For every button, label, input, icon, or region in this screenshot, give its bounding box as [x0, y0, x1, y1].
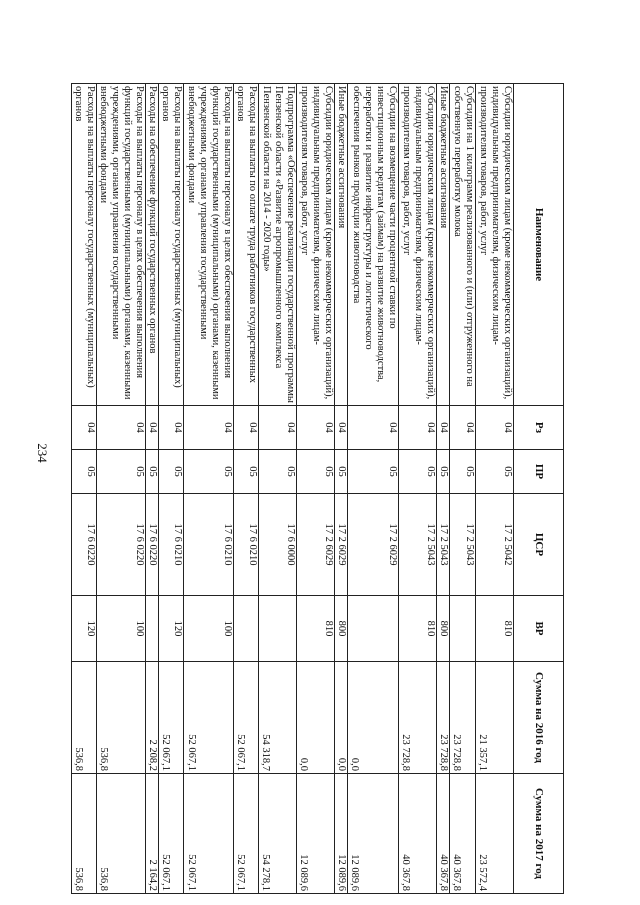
row-name-cell: Подпрограмма «Обеспечение реализации государственной программы Пензенской области «Развитие агропромышленного комплекса Пензенской области на 2014 - 2020 годы»: [258, 84, 296, 406]
table-row: [71, 84, 96, 894]
budget-table: [71, 83, 564, 894]
row-pr-cell: 05: [159, 450, 184, 494]
table-row: [436, 84, 449, 894]
row-sum-2016-cell: 23 728,8: [450, 662, 476, 774]
header-rz: Рз: [514, 406, 564, 450]
row-name-cell: Расходы на выплаты персоналу государственных (муниципальных) органов: [159, 84, 184, 406]
page-number: 234: [35, 442, 50, 463]
row-csr-cell: 17 6 0220: [146, 494, 159, 596]
row-sum-2017-cell: 40 367,8: [398, 774, 436, 894]
row-pr-cell: 05: [476, 450, 514, 494]
row-vr-cell: [146, 596, 159, 662]
row-vr-cell: 100: [97, 596, 146, 662]
row-pr-cell: 05: [258, 450, 296, 494]
row-sum-2016-cell: 2 208,2: [146, 662, 159, 774]
row-name-cell: Субсидии на возмещение части процентной ставки по инвестиционным кредитам (займам) на развитие животноводства, переработки и развитие инфраструктуры и логистического обеспечения рынков продукции животноводства: [347, 84, 398, 406]
row-sum-2016-cell: 536,8: [71, 662, 96, 774]
row-name-cell: Расходы на выплаты персоналу в целях обеспечения выполнения функций государственными (муниципальными) органами, казенными учреждениями, органами управления государственными внебюджетными фондами: [97, 84, 146, 406]
row-sum-2017-cell: 12 089,6: [296, 774, 334, 894]
row-rz-cell: 04: [97, 406, 146, 450]
row-pr-cell: 05: [398, 450, 436, 494]
row-csr-cell: 17 2 5043: [436, 494, 449, 596]
table-row: [296, 84, 334, 894]
row-sum-2016-cell: 23 728,8: [398, 662, 436, 774]
row-sum-2016-cell: 52 067,1: [184, 662, 233, 774]
table-row: [476, 84, 514, 894]
row-sum-2016-cell: 536,8: [97, 662, 146, 774]
row-name-cell: Иные бюджетные ассигнования: [436, 84, 449, 406]
row-rz-cell: 04: [296, 406, 334, 450]
row-rz-cell: 04: [334, 406, 347, 450]
header-sum-2016: Сумма на 2016 год: [514, 662, 564, 774]
row-sum-2017-cell: 2 164,2: [146, 774, 159, 894]
table-row: [159, 84, 184, 894]
row-csr-cell: 17 2 6029: [334, 494, 347, 596]
row-vr-cell: 120: [159, 596, 184, 662]
row-sum-2017-cell: 52 067,1: [184, 774, 233, 894]
table-row: [258, 84, 296, 894]
row-csr-cell: 17 2 5042: [476, 494, 514, 596]
table-row: [398, 84, 436, 894]
row-sum-2017-cell: 23 572,4: [476, 774, 514, 894]
row-csr-cell: 17 2 6029: [296, 494, 334, 596]
row-pr-cell: 05: [347, 450, 398, 494]
table-row: [450, 84, 476, 894]
row-sum-2016-cell: 0,0: [296, 662, 334, 774]
row-csr-cell: 17 6 0220: [97, 494, 146, 596]
row-rz-cell: 04: [258, 406, 296, 450]
row-name-cell: Расходы на выплаты по оплате труда работников государственных органов: [233, 84, 258, 406]
row-sum-2017-cell: 536,8: [97, 774, 146, 894]
row-sum-2016-cell: 0,0: [334, 662, 347, 774]
row-rz-cell: 04: [450, 406, 476, 450]
row-vr-cell: 120: [71, 596, 96, 662]
row-vr-cell: 800: [436, 596, 449, 662]
header-vr: ВР: [514, 596, 564, 662]
table-row: [347, 84, 398, 894]
table-row: [97, 84, 146, 894]
row-rz-cell: 04: [146, 406, 159, 450]
row-vr-cell: 810: [476, 596, 514, 662]
row-sum-2017-cell: 52 067,1: [159, 774, 184, 894]
row-sum-2016-cell: 52 067,1: [233, 662, 258, 774]
row-vr-cell: [347, 596, 398, 662]
row-vr-cell: 800: [334, 596, 347, 662]
row-csr-cell: 17 2 6029: [347, 494, 398, 596]
row-rz-cell: 04: [159, 406, 184, 450]
row-pr-cell: 05: [71, 450, 96, 494]
row-name-cell: Расходы на выплаты персоналу в целях обеспечения выполнения функций государственными (муниципальными) органами, казенными учреждениями, органами управления государственными внебюджетными фондами: [184, 84, 233, 406]
row-pr-cell: 05: [97, 450, 146, 494]
row-sum-2017-cell: 12 089,6: [334, 774, 347, 894]
row-csr-cell: 17 6 0000: [258, 494, 296, 596]
row-sum-2016-cell: 0,0: [347, 662, 398, 774]
row-vr-cell: [450, 596, 476, 662]
header-pr: ПР: [514, 450, 564, 494]
row-csr-cell: 17 2 5043: [450, 494, 476, 596]
row-pr-cell: 05: [184, 450, 233, 494]
header-name: Наименование: [514, 84, 564, 406]
row-vr-cell: 100: [184, 596, 233, 662]
row-sum-2017-cell: 54 278,1: [258, 774, 296, 894]
row-rz-cell: 04: [184, 406, 233, 450]
table-row: [146, 84, 159, 894]
row-pr-cell: 05: [436, 450, 449, 494]
row-sum-2016-cell: 23 728,8: [436, 662, 449, 774]
row-csr-cell: 17 2 5043: [398, 494, 436, 596]
row-name-cell: Субсидии на 1 килограмм реализованного и (или) отгруженного на собственную переработку молока: [450, 84, 476, 406]
row-sum-2017-cell: 536,8: [71, 774, 96, 894]
row-name-cell: Субсидии юридическим лицам (кроме некоммерческих организаций), индивидуальным предпринимателям, физическим лицам-производителям товаров, работ, услуг: [476, 84, 514, 406]
row-rz-cell: 04: [71, 406, 96, 450]
row-sum-2017-cell: 12 089,6: [347, 774, 398, 894]
header-sum-2017: Сумма на 2017 год: [514, 774, 564, 894]
header-csr: ЦСР: [514, 494, 564, 596]
table-row: [334, 84, 347, 894]
row-pr-cell: 05: [296, 450, 334, 494]
budget-table-container: [73, 83, 564, 893]
row-pr-cell: 05: [146, 450, 159, 494]
row-rz-cell: 04: [347, 406, 398, 450]
row-sum-2016-cell: 21 357,1: [476, 662, 514, 774]
table-row: [233, 84, 258, 894]
row-name-cell: Расходы на выплаты персоналу государственных (муниципальных) органов: [71, 84, 96, 406]
row-csr-cell: 17 6 0210: [159, 494, 184, 596]
row-vr-cell: 810: [296, 596, 334, 662]
row-csr-cell: 17 6 0210: [233, 494, 258, 596]
row-name-cell: Иные бюджетные ассигнования: [334, 84, 347, 406]
table-header-row: [514, 84, 564, 894]
row-sum-2017-cell: 40 367,8: [450, 774, 476, 894]
row-rz-cell: 04: [476, 406, 514, 450]
row-pr-cell: 05: [450, 450, 476, 494]
row-pr-cell: 05: [233, 450, 258, 494]
row-csr-cell: 17 6 0210: [184, 494, 233, 596]
row-sum-2016-cell: 54 318,7: [258, 662, 296, 774]
row-name-cell: Расходы на обеспечение функций государственных органов: [146, 84, 159, 406]
row-sum-2017-cell: 40 367,8: [436, 774, 449, 894]
row-rz-cell: 04: [398, 406, 436, 450]
row-sum-2017-cell: 52 067,1: [233, 774, 258, 894]
row-csr-cell: 17 6 0220: [71, 494, 96, 596]
row-vr-cell: 810: [398, 596, 436, 662]
row-name-cell: Субсидии юридическим лицам (кроме некоммерческих организаций), индивидуальным предпринимателям, физическим лицам-производителям товаров, работ, услуг: [398, 84, 436, 406]
row-sum-2016-cell: 52 067,1: [159, 662, 184, 774]
row-name-cell: Субсидии юридическим лицам (кроме некоммерческих организаций), индивидуальным предпринимателям, физическим лицам-производителям товаров, работ, услуг: [296, 84, 334, 406]
row-vr-cell: [258, 596, 296, 662]
row-rz-cell: 04: [233, 406, 258, 450]
row-pr-cell: 05: [334, 450, 347, 494]
page-number-container: [22, 0, 62, 905]
table-row: [184, 84, 233, 894]
row-vr-cell: [233, 596, 258, 662]
row-rz-cell: 04: [436, 406, 449, 450]
